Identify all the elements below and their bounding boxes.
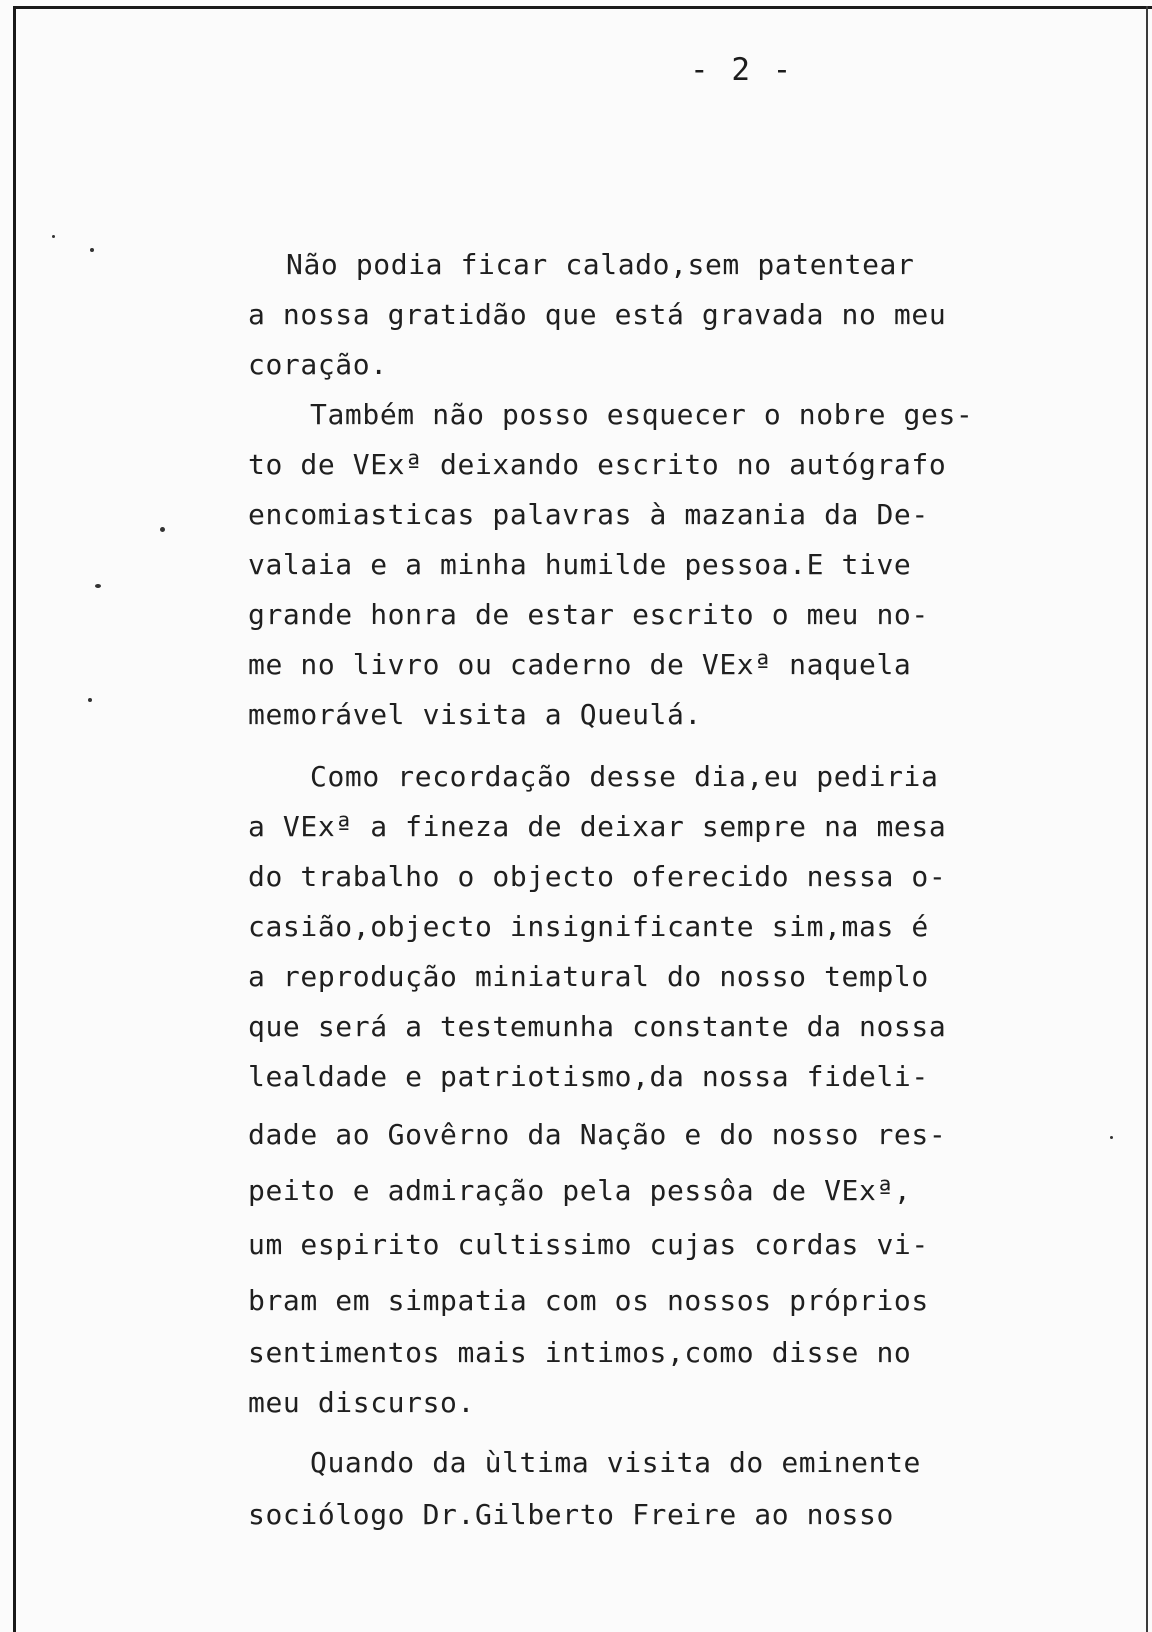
text-line: coração.	[248, 348, 388, 381]
scan-speck	[95, 584, 101, 588]
text-line: sociólogo Dr.Gilberto Freire ao nosso	[248, 1498, 894, 1531]
text-line: Como recordação desse dia,eu pediria	[310, 760, 939, 793]
text-line: bram em simpatia com os nossos próprios	[248, 1284, 929, 1317]
text-line: encomiasticas palavras à mazania da De-	[248, 498, 929, 531]
text-line: um espirito cultissimo cujas cordas vi-	[248, 1228, 929, 1261]
scan-speck	[90, 248, 94, 252]
text-line: to de VExª deixando escrito no autógrafo	[248, 448, 947, 481]
text-line: a VExª a fineza de deixar sempre na mesa	[248, 810, 947, 843]
text-line: me no livro ou caderno de VExª naquela	[248, 648, 912, 681]
text-line: valaia e a minha humilde pessoa.E tive	[248, 548, 912, 581]
text-line: dade ao Govêrno da Nação e do nosso res-	[248, 1118, 947, 1151]
text-line: meu discurso.	[248, 1386, 475, 1419]
text-line: Não podia ficar calado,sem patentear	[286, 248, 915, 281]
text-line: Quando da ùltima visita do eminente	[310, 1446, 922, 1479]
scan-speck	[1110, 1136, 1113, 1139]
scan-border-left	[13, 6, 16, 1632]
text-line: que será a testemunha constante da nossa	[248, 1010, 947, 1043]
scan-border-top	[14, 6, 1152, 9]
text-line: Também não posso esquecer o nobre ges-	[310, 398, 974, 431]
text-line: a nossa gratidão que está gravada no meu	[248, 298, 947, 331]
text-line: grande honra de estar escrito o meu no-	[248, 598, 929, 631]
text-line: casião,objecto insignificante sim,mas é	[248, 910, 929, 943]
text-line: do trabalho o objecto oferecido nessa o-	[248, 860, 947, 893]
text-line: lealdade e patriotismo,da nossa fideli-	[248, 1060, 929, 1093]
scan-speck	[88, 698, 92, 702]
text-line: sentimentos mais intimos,como disse no	[248, 1336, 912, 1369]
scan-speck	[52, 235, 55, 238]
scan-speck	[160, 527, 165, 532]
text-line: memorável visita a Queulá.	[248, 698, 702, 731]
text-line: a reprodução miniatural do nosso templo	[248, 960, 929, 993]
page-number: - 2 -	[690, 52, 794, 88]
scan-border-right	[1146, 6, 1148, 1632]
text-line: peito e admiração pela pessôa de VExª,	[248, 1174, 912, 1207]
